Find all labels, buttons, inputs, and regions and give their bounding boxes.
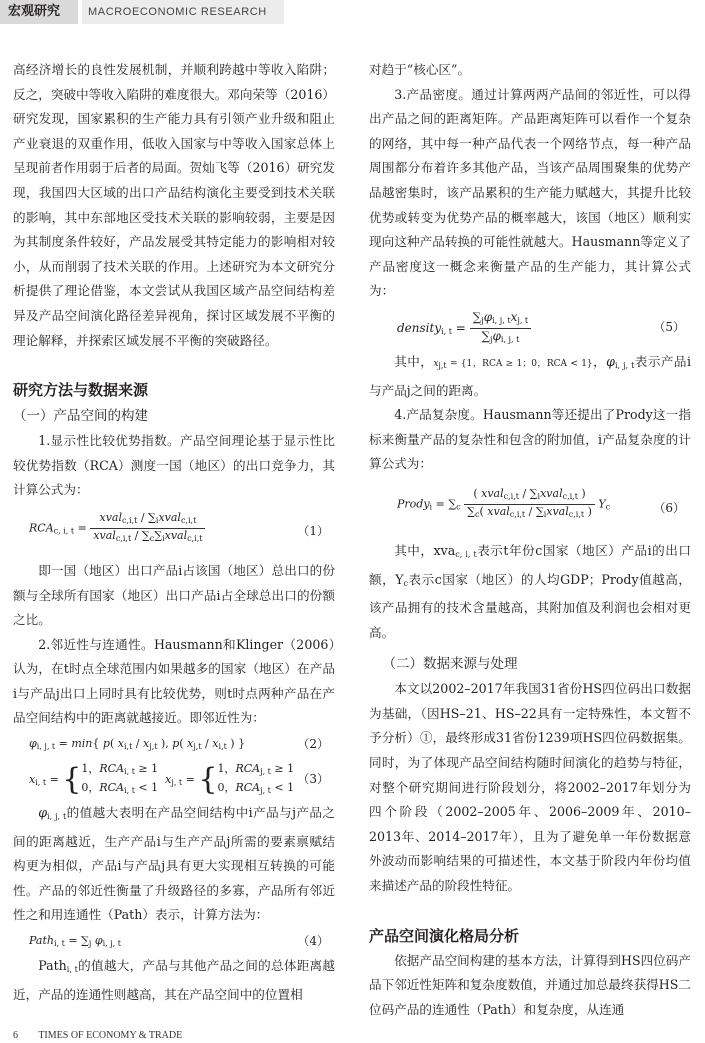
equation-number: （6） bbox=[653, 500, 685, 515]
paragraph: 依据产品空间构建的基本方法，计算得到HS四位码产品下邻近性矩阵和复杂度数值，并通过加总最终获得HS二位码产品的连通性（Path）和复杂度，从连通 bbox=[369, 952, 691, 1017]
paragraph: 本文以2002–2017年我国31省份HS四位码出口数据为基础，（因HS–21、HS–22具有一定特殊性，本文暂不予分析）①，最终形成31省份1239项HS四位码数据集。同时，为了体现产品空间结构随时间演化的趋势与特征，对整个研究期间进行阶段划分，将2002–2017年划分为四个阶段（2002–2005年、2006–2009年、2010–2013年、2014–2017年），且为了避免单一年份数据意外波动而影响结果的可描述性，本文基于阶段内年份均值来描述产品的阶段性特征。 bbox=[369, 681, 691, 894]
paragraph: 其中，xj,t = {1，RCA ≥ 1；0，RCA < 1}，$\varphi_{i, j, t}$表示产品i与产品j之间的距离。 bbox=[369, 353, 691, 398]
paragraph: 2.邻近性与连通性。Hausmann和Klinger（2006）认为，在t时点全球范围内如果越多的国家（地区）在产品i与产品j出口上同时具有比较优势，则t时点两种产品在产品空间结构中的距离就越接近。即邻近性为： bbox=[13, 636, 335, 726]
equation-rca: $RCA_{c, i, t}$ = $\frac{xval_{c,i,t} / \sum_ixval_{c,i,t}}{xval_{c,i,t} / \sum_c\sum_ixval_{c,i,t}}$ （1） bbox=[29, 510, 329, 543]
paragraph: 4.产品复杂度。Hausmann等还提出了Prody这一指标来衡量产品的复杂性和包含的附加值，i产品复杂度的计算公式为： bbox=[369, 407, 691, 472]
equation-proximity: $\varphi_{i, j, t} = \min${ p( $x_{i,t} / x_{j,t}$ ), p( $x_{j,t} / x_{i,t}$ ) } （2） bbox=[29, 737, 329, 752]
paragraph: 1.显示性比较优势指数。产品空间理论基于显示性比较优势指数（RCA）测度一国（地区）的出口竞争力，其计算公式为： bbox=[13, 433, 335, 498]
section-label-en: MACROECONOMIC RESEARCH bbox=[82, 0, 284, 24]
page-number: 6 bbox=[13, 1030, 18, 1041]
paragraph: 高经济增长的良性发展机制，并顺利跨越中等收入陷阱；反之，突破中等收入陷阱的难度很大。邓向荣等（2016）研究发现，国家累积的生产能力具有引领产业升级和阻止产业衰退的双重作用，低收入国家与中等收入国家总体上呈现前者作用弱于后者的局面。贺灿飞等（2016）研究发现，我国四大区域的出口产品结构演化主要受到技术关联的影响，其中东部地区受技术关联的影响较弱，主要是因为其制度条件较好，产品发展受其特定能力的影响相对较小，从而削弱了技术关联的作用。上述研究为本文研究分析提供了理论借鉴，本文尝试从我国区域产品空间结构差异及产品空间演化路径差异视角，探讨区域发展不平衡的理论解释，并探索区域发展不平衡的突破路径。 bbox=[13, 62, 335, 348]
equation-number: （1） bbox=[297, 523, 329, 538]
paragraph: $\varphi_{i, j, t}$的值越大表明在产品空间结构中i产品与j产品之间的距离越近，生产产品i与生产产品j所需的要素禀赋结构更为相似，产品i与产品j具有更大实现相互转换的可能性。产品的邻近性衡量了升级路径的多寡，产品所有邻近性之和用连通性（Path）表示，计算方法为： bbox=[13, 805, 335, 923]
section-label-cn: 宏观研究 bbox=[0, 0, 78, 24]
equation-number: （4） bbox=[297, 934, 329, 949]
equation-indicator: $x_{i, t} = \{1$，$RCA_{i, t} \ge 1$ 0，$RCA_{i, t} < 1$ $x_{j, t} = \{1$，$RCA_{j, t} \ge 1$ 0，$RCA_{j, t} < 1$ （3） bbox=[29, 762, 329, 798]
right-column bbox=[369, 58, 691, 1022]
equation-prody: Prody$_i$ = $\sum_c$ $\frac{( xval_{c,i,t} / \sum_ixval_{c,i,t} )}{\sum_c( xval_{c,i,t} / \sum_ixval_{c,i,t} )}$ $Y_c$ （6） bbox=[397, 486, 685, 519]
equation-path: Path$_{i, t}$ = $\sum_j$ $\varphi_{i, j, t}$ （4） bbox=[29, 934, 329, 949]
journal-name: TIMES OF ECONOMY & TRADE bbox=[38, 1030, 183, 1041]
subsection-heading: （二）数据来源与处理 bbox=[382, 656, 518, 673]
page-footer bbox=[13, 1030, 200, 1041]
section-heading: 产品空间演化格局分析 bbox=[369, 926, 520, 945]
equation-number: （5） bbox=[653, 319, 685, 334]
paragraph: 对趋于“核心区”。 bbox=[369, 62, 471, 77]
equation-number: （2） bbox=[297, 737, 329, 752]
page-header bbox=[0, 0, 705, 24]
paragraph: 即一国（地区）出口产品i占该国（地区）总出口的份额与全球所有国家（地区）出口产品i占全球总出口的份额之比。 bbox=[13, 562, 335, 628]
paragraph: Path$_{i, t}$的值越大，产品与其他产品之间的总体距离越近，产品的连通性则越高，其在产品空间中的位置相 bbox=[13, 958, 336, 1002]
equation-number: （3） bbox=[297, 772, 329, 787]
left-column bbox=[13, 58, 335, 1007]
subsection-heading: （一）产品空间的构建 bbox=[13, 408, 148, 425]
equation-density: density$_{i, t}$ = $\frac{\sum_j\varphi_{i, j, t}x_{j, t}}{\sum_j\varphi_{i, j, t}}$ （5） bbox=[397, 309, 685, 344]
paragraph: 3.产品密度。通过计算两两产品间的邻近性，可以得出产品之间的距离矩阵。产品距离矩阵可以看作一个复杂的网络，其中每一种产品代表一个网络节点，每一种产品周围都分布着许多其他产品，当该产品周围聚集的优势产品越密集时，该产品累积的生产能力赋越大，其提升比较优势或转变为优势产品的概率越大，该国（地区）顺利实现向这种产品转换的可能性就越大。Hausmann等定义了产品密度这一概念来衡量产品的生产能力，其计算公式为： bbox=[369, 86, 691, 299]
paragraph: 其中，xva$_{c, i, t}$表示t年份c国家（地区）产品i的出口额，$Y_c$表示c国家（地区）的人均GDP；Prody值越高，该产品拥有的技术含量越高，其附加值及利润也会相对更高。 bbox=[369, 542, 691, 640]
section-heading: 研究方法与数据来源 bbox=[13, 381, 149, 400]
